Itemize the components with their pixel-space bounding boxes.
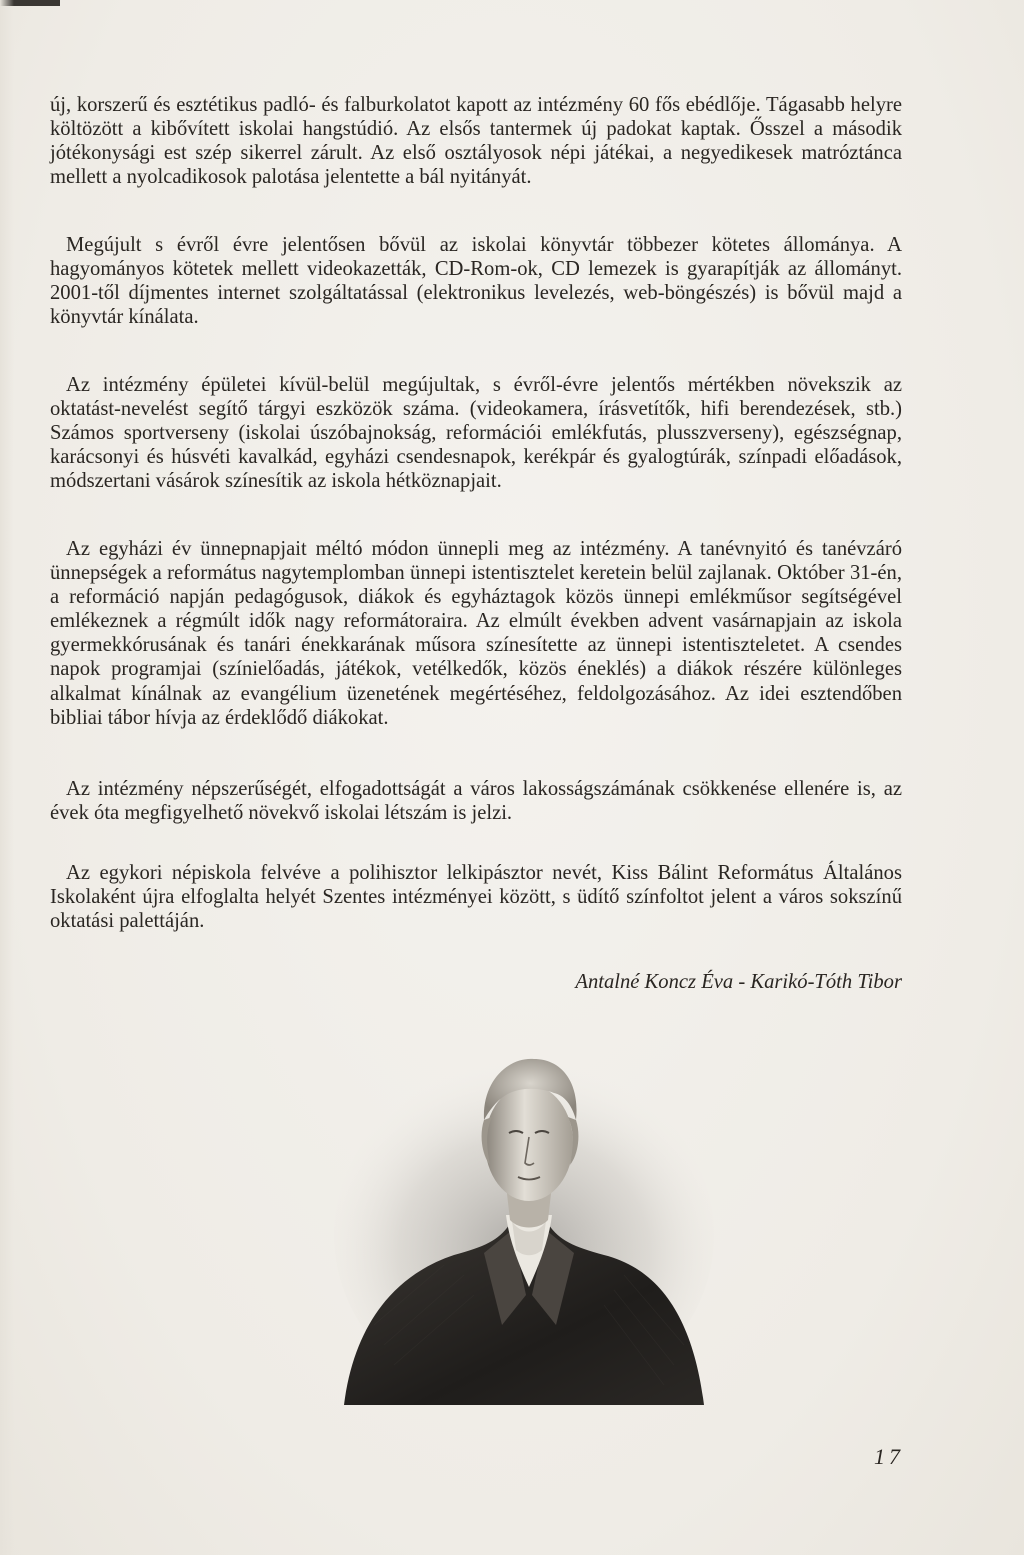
- paragraph-equipment-events: Az intézmény épületei kívül-belül megújultak, s évről-évre jelentős mértékben növekszik az oktatást-nevelést segítő tárgyi eszközök száma. (videokamera, írásvetítők, hifi berendezések, stb.) Számos sportverseny (iskolai úszóbajnokság, reformációi emlékfutás, plusszverseny), egészségnap, karácsonyi és húsvéti kavalkád, egyházi csendesnapok, kerékpár és gyalogtúrák, színpadi előadások, módszertani vásárok színesítik az iskola hétköznapjait.: [50, 374, 902, 493]
- author-signature: Antalné Koncz Éva - Karikó-Tóth Tibor: [575, 971, 902, 993]
- paragraph-church-year: Az egyházi év ünnepnapjait méltó módon ünnepli meg az intézmény. A tanévnyitó és tanévzáró ünnepségek a református nagytemplomban ünnepi istentisztelet keretein belül zajlanak. Október 31-én, a reformáció napján pedagógusok, diákok és egyháztagok közös ünnepi emlékműsor segítségével emlékeznek a régmúlt idők nagy reformátoraira. Az elmúlt években advent vasárnapjain az iskola gyermekkórusának és tanári énekkarának műsora színesítette az ünnepi istentiszteletet. A csendes napok programjai (színielőadás, játékok, vetélkedők, közös éneklés) a diákok részére különleges alkalmat kínálnak az evangélium üzenetének megértéséhez, feldolgozásához. Az idei esztendőben bibliai tábor hívja az érdeklődő diákokat.: [50, 538, 902, 729]
- paragraph-popularity: Az intézmény népszerűségét, elfogadottságát a város lakosságszámának csökkenése ellenére is, az évek óta megfigyelhető növekvő iskolai létszám is jelzi.: [50, 778, 902, 825]
- scan-shadow: [0, 0, 14, 1555]
- paragraph-renovations: új, korszerű és esztétikus padló- és falburkolatot kapott az intézmény 60 fős ebédlője. Tágasabb helyre költözött a kibővített iskolai hangstúdió. Az elsős tantermek új padokat kaptak. Ősszel a második jótékonysági est szép sikerrel zárult. Az első osztályosok népi játékai, a negyedikesek matróztánca mellett a nyolcadikosok palotása jelentette a bál nyitányát.: [50, 94, 902, 189]
- portrait-engraving: [334, 1025, 900, 1405]
- paragraph-library: Megújult s évről évre jelentősen bővül az iskolai könyvtár többezer kötetes állománya. A hagyományos kötetek mellett videokazetták, CD-Rom-ok, CD lemezek is gyarapítják az állományt. 2001-től díjmentes internet szolgáltatással (elektronikus levelezés, web-böngészés) is bővül majd a könyvtár kínálata.: [50, 234, 902, 329]
- page-number: 17: [874, 1444, 904, 1469]
- paragraph-school-name: Az egykori népiskola felvéve a polihisztor lelkipásztor nevét, Kiss Bálint Református Általános Iskolaként újra elfoglalta helyét Szentes intézményei között, s üdítő színfoltot jelent a város sokszínű oktatási palettáján.: [50, 862, 902, 933]
